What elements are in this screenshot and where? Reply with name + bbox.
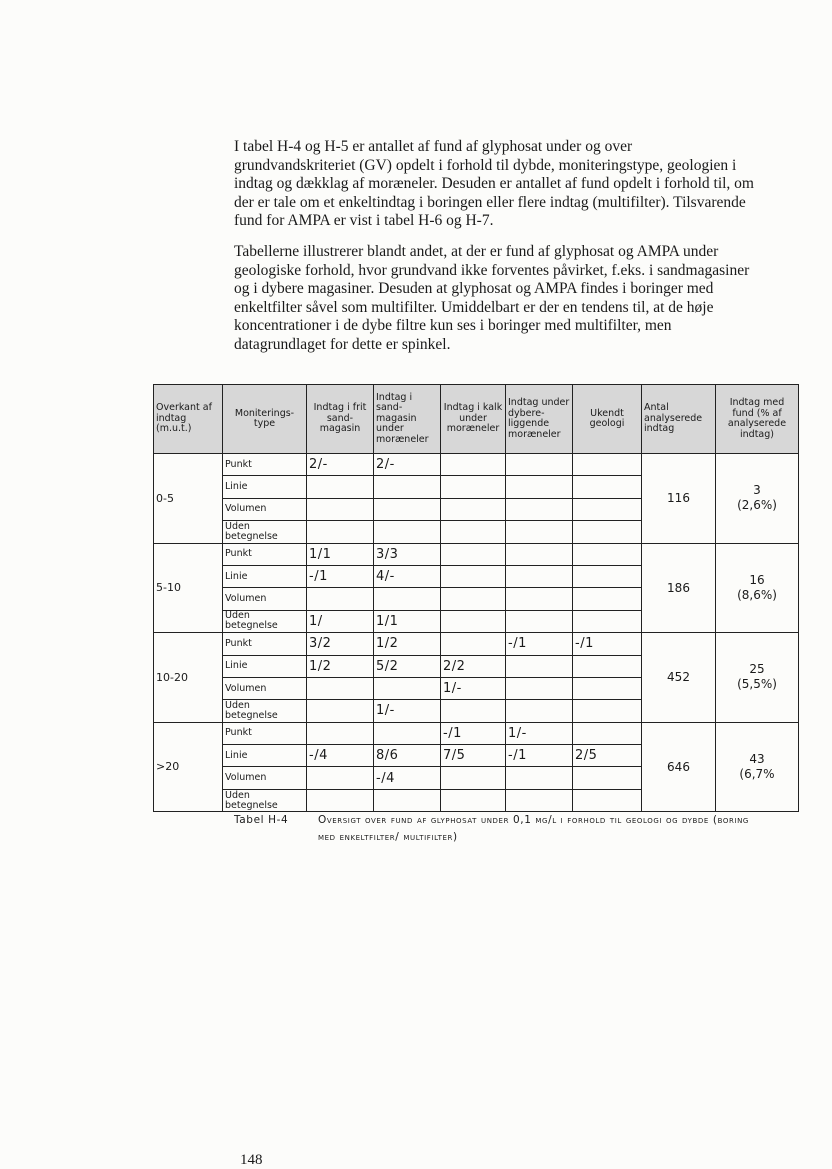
finding-cell — [573, 454, 642, 476]
finding-cell: -/1 — [307, 565, 374, 587]
table-row — [154, 633, 799, 655]
findings-cell — [716, 722, 799, 812]
finding-cell — [441, 789, 506, 811]
monitoring-type-cell: Punkt — [223, 543, 307, 565]
finding-cell — [506, 454, 573, 476]
finding-cell: 1/1 — [374, 610, 441, 632]
finding-cell: 1/2 — [307, 655, 374, 677]
table-row — [154, 454, 799, 476]
monitoring-type-cell: Punkt — [223, 633, 307, 655]
finding-cell — [573, 521, 642, 543]
finding-cell: -/4 — [374, 767, 441, 789]
finding-cell — [307, 700, 374, 722]
finding-cell — [506, 610, 573, 632]
findings-percent: (5,5%) — [737, 677, 777, 692]
header-monitoring-type: Moniterings-type — [223, 385, 307, 454]
finding-cell: 3/2 — [307, 633, 374, 655]
finding-cell — [441, 543, 506, 565]
finding-cell: -/1 — [441, 722, 506, 744]
findings-paragraph: Tabellerne illustrerer blandt andet, at der er fund af glyphosat og AMPA under geologiske forhold, hvor grundvand ikke forventes påvirket, f.eks. i sandmagasiner og i dybere magasiner. Desuden at glyphosat og AMPA findes i boringer med enkeltfilter såvel som multifilter. Umiddelbart er der en tendens til, at de høje koncentrationer i de dybe filtre kun ses i boringer med multifilter, men datagrundlaget for dette er spinkel. — [234, 243, 750, 353]
findings-count: 43 — [749, 751, 765, 766]
finding-cell — [573, 588, 642, 610]
header-limestone: Indtag i kalk under moræneler — [441, 385, 506, 454]
finding-cell — [374, 789, 441, 811]
finding-cell — [506, 498, 573, 520]
findings-percent: (8,6%) — [737, 587, 777, 602]
finding-cell — [307, 677, 374, 699]
finding-cell — [374, 677, 441, 699]
finding-cell: 1/- — [374, 700, 441, 722]
finding-cell — [573, 767, 642, 789]
intro-paragraph: I tabel H-4 og H-5 er antallet af fund af glyphosat under og over grundvandskriteriet (GV) opdelt i forhold til dybde, moniteringstype, geologien i indtag og dækklag af moræneler. Desuden er antallet af fund opdelt i forhold til, om der er tale om et enkeltindtag i boringen eller flere indtag (multifilter). Tilsvarende fund for AMPA er vist i tabel H-6 og H-7. — [234, 138, 754, 230]
finding-cell — [506, 700, 573, 722]
finding-cell — [441, 767, 506, 789]
finding-cell — [573, 677, 642, 699]
finding-cell — [573, 722, 642, 744]
finding-cell — [506, 677, 573, 699]
monitoring-type-cell: Uden betegnelse — [223, 789, 307, 811]
finding-cell: 7/5 — [441, 745, 506, 767]
finding-cell — [506, 543, 573, 565]
finding-cell — [441, 610, 506, 632]
finding-cell: 1/- — [506, 722, 573, 744]
analysed-count-cell: 452 — [642, 633, 716, 723]
finding-cell: -/1 — [573, 633, 642, 655]
finding-cell — [573, 565, 642, 587]
monitoring-type-cell: Punkt — [223, 722, 307, 744]
header-sand-under-clay: Indtag i sand-magasin under moræneler — [374, 385, 441, 454]
findings-count: 25 — [749, 662, 765, 677]
analysed-count-cell: 646 — [642, 722, 716, 812]
findings-percent: (2,6%) — [737, 498, 777, 513]
header-deeper-clay: Indtag under dybere-liggende moræneler — [506, 385, 573, 454]
depth-cell: 5-10 — [154, 543, 223, 633]
finding-cell: 1/2 — [374, 633, 441, 655]
monitoring-type-cell: Volumen — [223, 677, 307, 699]
finding-cell — [374, 722, 441, 744]
finding-cell: 5/2 — [374, 655, 441, 677]
finding-cell — [307, 498, 374, 520]
monitoring-type-cell: Uden betegnelse — [223, 700, 307, 722]
table-row — [154, 722, 799, 744]
finding-cell — [307, 767, 374, 789]
monitoring-type-cell: Punkt — [223, 454, 307, 476]
findings-cell — [716, 633, 799, 723]
finding-cell — [506, 565, 573, 587]
monitoring-type-cell: Linie — [223, 476, 307, 498]
findings-cell — [716, 543, 799, 633]
depth-cell: 0-5 — [154, 454, 223, 544]
header-analysed-count: Antal analyserede indtag — [642, 385, 716, 454]
finding-cell — [307, 521, 374, 543]
finding-cell — [573, 700, 642, 722]
caption-label: Tabel H-4 — [234, 814, 289, 826]
finding-cell — [374, 498, 441, 520]
analysed-count-cell: 116 — [642, 454, 716, 544]
findings-count: 16 — [749, 572, 765, 587]
table-row — [154, 543, 799, 565]
finding-cell — [506, 476, 573, 498]
finding-cell — [441, 633, 506, 655]
header-findings: Indtag med fund (% af analyserede indtag) — [716, 385, 799, 454]
depth-cell: 10-20 — [154, 633, 223, 723]
finding-cell: 1/- — [441, 677, 506, 699]
finding-cell: -/1 — [506, 745, 573, 767]
analysed-count-cell: 186 — [642, 543, 716, 633]
glyphosat-table — [153, 384, 799, 812]
finding-cell — [441, 565, 506, 587]
finding-cell — [573, 789, 642, 811]
page-number: 148 — [240, 1152, 263, 1168]
header-free-sand: Indtag i frit sand-magasin — [307, 385, 374, 454]
header-depth: Overkant af indtag (m.u.t.) — [154, 385, 223, 454]
finding-cell — [441, 498, 506, 520]
finding-cell — [307, 722, 374, 744]
finding-cell — [573, 610, 642, 632]
finding-cell: 8/6 — [374, 745, 441, 767]
monitoring-type-cell: Linie — [223, 565, 307, 587]
finding-cell — [307, 588, 374, 610]
monitoring-type-cell: Volumen — [223, 588, 307, 610]
monitoring-type-cell: Volumen — [223, 498, 307, 520]
finding-cell — [441, 476, 506, 498]
finding-cell — [506, 588, 573, 610]
table-header-row — [154, 385, 799, 454]
monitoring-type-cell: Volumen — [223, 767, 307, 789]
finding-cell — [307, 789, 374, 811]
finding-cell — [573, 655, 642, 677]
finding-cell: 2/- — [374, 454, 441, 476]
finding-cell: 2/2 — [441, 655, 506, 677]
finding-cell: -/4 — [307, 745, 374, 767]
finding-cell — [573, 498, 642, 520]
finding-cell — [374, 588, 441, 610]
finding-cell: 3/3 — [374, 543, 441, 565]
finding-cell: 4/- — [374, 565, 441, 587]
monitoring-type-cell: Uden betegnelse — [223, 521, 307, 543]
caption-text: Oversigt over fund af glyphosat under 0,1 µg/l i forhold til geologi og dybde (boring med enkeltfilter/ multifilter) — [318, 814, 749, 843]
finding-cell — [374, 476, 441, 498]
header-unknown-geology: Ukendt geologi — [573, 385, 642, 454]
finding-cell: 2/5 — [573, 745, 642, 767]
findings-cell — [716, 454, 799, 544]
finding-cell — [506, 789, 573, 811]
findings-count: 3 — [753, 483, 761, 498]
finding-cell — [441, 521, 506, 543]
finding-cell — [506, 767, 573, 789]
finding-cell — [441, 588, 506, 610]
depth-cell: >20 — [154, 722, 223, 812]
finding-cell — [506, 521, 573, 543]
finding-cell — [441, 700, 506, 722]
finding-cell: 2/- — [307, 454, 374, 476]
finding-cell — [307, 476, 374, 498]
monitoring-type-cell: Linie — [223, 655, 307, 677]
finding-cell — [506, 655, 573, 677]
monitoring-type-cell: Uden betegnelse — [223, 610, 307, 632]
finding-cell — [573, 476, 642, 498]
finding-cell — [374, 521, 441, 543]
finding-cell: 1/ — [307, 610, 374, 632]
finding-cell: -/1 — [506, 633, 573, 655]
finding-cell — [573, 543, 642, 565]
finding-cell — [441, 454, 506, 476]
finding-cell: 1/1 — [307, 543, 374, 565]
findings-percent: (6,7% — [739, 766, 775, 781]
monitoring-type-cell: Linie — [223, 745, 307, 767]
